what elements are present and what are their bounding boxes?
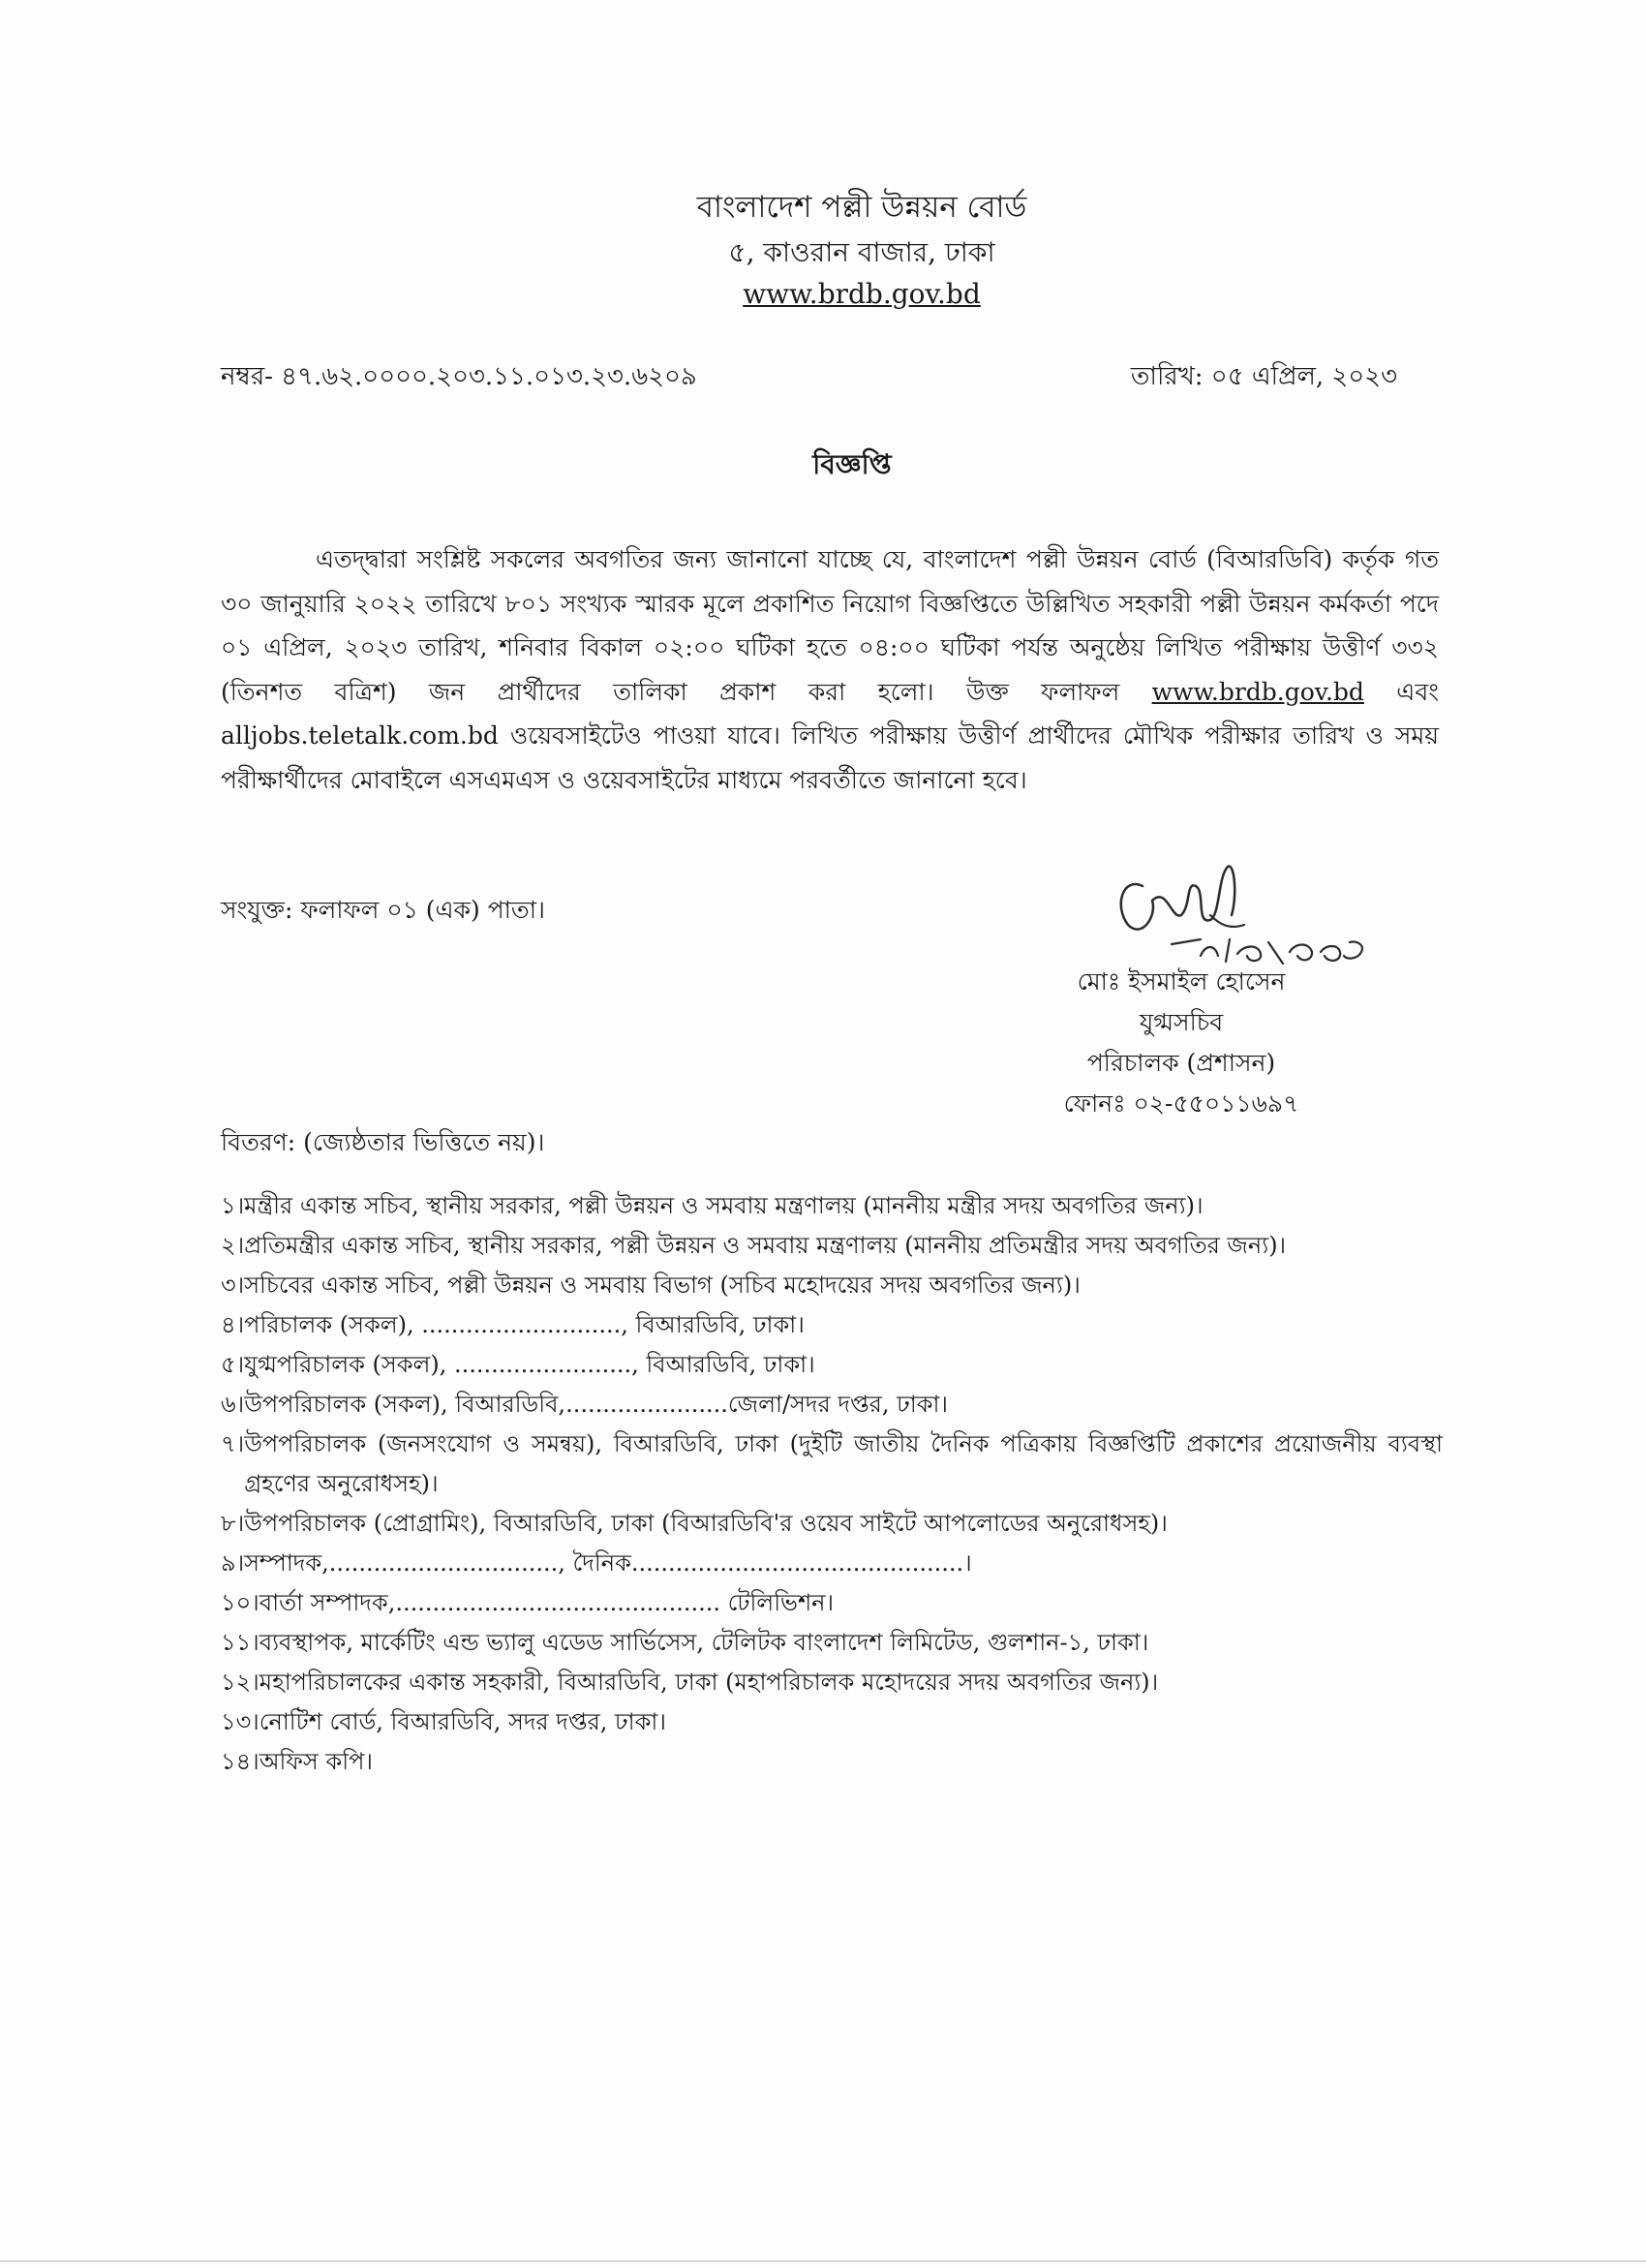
letterhead bbox=[0, 184, 1646, 314]
list-item-text: বার্তা সম্পাদক,............................................ টেলিভিশন। bbox=[259, 1589, 835, 1616]
list-item-number: ৫। bbox=[221, 1351, 245, 1378]
list-item-number: ৩। bbox=[221, 1272, 245, 1299]
org-website: www.brdb.gov.bd bbox=[743, 278, 981, 310]
signer-block bbox=[1036, 962, 1326, 1124]
list-item-number: ১। bbox=[221, 1192, 245, 1219]
list-item-number: ৭। bbox=[221, 1430, 245, 1457]
reference-line bbox=[221, 356, 1397, 399]
org-name: বাংলাদেশ পল্লী উন্নয়ন বোর্ড bbox=[696, 190, 1027, 225]
handwritten-signature bbox=[1113, 847, 1385, 973]
list-item-number: ১১। bbox=[221, 1629, 259, 1656]
body-text-part1: এতদ্দ্বারা সংশ্লিষ্ট সকলের অবগতির জন্য জানানো যাচ্ছে যে, বাংলাদেশ পল্লী উন্নয়ন বোর্ড (বিআরডিবি) কর্তৃক গত ৩০ জানুয়ারি ২০২২ তারিখে ৮০১ সংখ্যক স্মারক মূলে প্রকাশিত নিয়োগ বিজ্ঞপ্তিতে উল্লিখিত সহকারী পল্লী উন্নয়ন কর্মকর্তা পদে ০১ এপ্রিল, ২০২৩ তারিখ, শনিবার বিকাল ০২:০০ ঘটিকা হতে ০৪:০০ ঘটিকা পর্যন্ত অনুষ্ঠেয় লিখিত পরীক্ষায় উত্তীর্ণ ৩৩২ (তিনশত বত্রিশ) জন প্রার্থীদের তালিকা প্রকাশ করা হলো। উক্ত ফলাফল bbox=[221, 545, 1439, 706]
list-item-number: ১৩। bbox=[221, 1708, 259, 1735]
list-item-text: উপপরিচালক (জনসংযোগ ও সমন্বয়), বিআরডিবি, ঢাকা (দুইটি জাতীয় দৈনিক পত্রিকায় বিজ্ঞপ্তিটি প্রকাশের প্রয়োজনীয় ব্যবস্থা গ্রহণের অনুরোধসহ)। bbox=[244, 1430, 1443, 1497]
org-address: ৫, কাওরান বাজার, ঢাকা bbox=[728, 236, 995, 268]
list-item bbox=[221, 1544, 1443, 1583]
list-item-number: ৬। bbox=[221, 1391, 245, 1418]
list-item-text: ব্যবস্থাপক, মার্কেটিং এন্ড ভ্যালু এডেড সার্ভিসেস, টেলিটক বাংলাদেশ লিমিটেড, গুলশান-১, ঢাকা। bbox=[259, 1629, 1149, 1656]
list-item bbox=[221, 1385, 1443, 1425]
list-item bbox=[221, 1663, 1443, 1702]
list-item-text: উপপরিচালক (প্রোগ্রামিং), বিআরডিবি, ঢাকা (বিআরডিবি'র ওয়েব সাইটে আপলোডের অনুরোধসহ)। bbox=[244, 1510, 1168, 1537]
list-item bbox=[221, 1583, 1443, 1623]
list-item-text: অফিস কপি। bbox=[259, 1748, 373, 1775]
list-item-text: সম্পাদক,..............................., দৈনিক.............................................। bbox=[244, 1549, 972, 1577]
list-item bbox=[221, 1305, 1443, 1345]
list-item bbox=[221, 1345, 1443, 1385]
list-item-text: নোটিশ বোর্ড, বিআরডিবি, সদর দপ্তর, ঢাকা। bbox=[259, 1708, 666, 1735]
list-item bbox=[221, 1186, 1443, 1226]
list-item-text: উপপরিচালক (সকল), বিআরডিবি,......................জেলা/সদর দপ্তর, ঢাকা। bbox=[244, 1391, 948, 1418]
list-item bbox=[221, 1504, 1443, 1544]
list-item-number: ৮। bbox=[221, 1510, 245, 1537]
signer-name: মোঃ ইসমাইল হোসেন bbox=[1077, 967, 1286, 996]
list-item bbox=[221, 1266, 1443, 1305]
notice-body bbox=[221, 537, 1439, 802]
list-item bbox=[221, 1226, 1443, 1266]
list-item-text: পরিচালক (সকল), ..........................., বিআরডিবি, ঢাকা। bbox=[244, 1311, 805, 1338]
list-item-text: মহাপরিচালকের একান্ত সহকারী, বিআরডিবি, ঢাকা (মহাপরিচালক মহোদয়ের সদয় অবগতির জন্য)। bbox=[259, 1669, 1159, 1696]
list-item-text: মন্ত্রীর একান্ত সচিব, স্থানীয় সরকার, পল্লী উন্নয়ন ও সমবায় মন্ত্রণালয় (মাননীয় মন্ত্রীর সদয় অবগতির জন্য)। bbox=[244, 1192, 1204, 1219]
enclosure-note: সংযুক্ত: ফলাফল ০১ (এক) পাতা। bbox=[221, 896, 545, 924]
list-item-number: ১৪। bbox=[221, 1748, 259, 1775]
distribution-heading: বিতরণ: (জ্যেষ্ঠতার ভিত্তিতে নয়)। bbox=[221, 1128, 545, 1156]
list-item-number: ৪। bbox=[221, 1311, 245, 1338]
signer-phone: ফোনঃ ০২-৫৫০১১৬৯৭ bbox=[1063, 1089, 1299, 1118]
notice-title: বিজ্ঞপ্তি bbox=[812, 448, 892, 480]
memo-date: তারিখ: ০৫ এপ্রিল, ২০২৩ bbox=[1130, 362, 1397, 391]
list-item-number: ২। bbox=[221, 1232, 245, 1259]
list-item-number: ১২। bbox=[221, 1669, 259, 1696]
list-item-number: ৯। bbox=[221, 1549, 245, 1577]
list-item-text: যুগ্মপরিচালক (সকল), ........................, বিআরডিবি, ঢাকা। bbox=[244, 1351, 815, 1378]
list-item-text: সচিবের একান্ত সচিব, পল্লী উন্নয়ন ও সমবায় বিভাগ (সচিব মহোদয়ের সদয় অবগতির জন্য)। bbox=[244, 1272, 1081, 1299]
list-item bbox=[221, 1742, 1443, 1782]
list-item bbox=[221, 1623, 1443, 1663]
body-text-part2: এবং alljobs.teletalk.com.bd ওয়েবসাইটেও পাওয়া যাবে। লিখিত পরীক্ষায় উত্তীর্ণ প্রার্থীদের মৌখিক পরীক্ষার তারিখ ও সময় পরীক্ষার্থীদের মোবাইলে এসএমএস ও ওয়েবসাইটের মাধ্যমে পরবর্তীতে জানানো হবে। bbox=[221, 677, 1440, 794]
list-item bbox=[221, 1425, 1443, 1504]
memo-number: নম্বর- ৪৭.৬২.০০০০.২০৩.১১.০১৩.২৩.৬২০৯ bbox=[221, 362, 697, 391]
list-item-number: ১০। bbox=[221, 1589, 259, 1616]
body-link-brdb: www.brdb.gov.bd bbox=[1151, 677, 1364, 706]
scan-edge-line bbox=[0, 2260, 1646, 2262]
list-item-text: প্রতিমন্ত্রীর একান্ত সচিব, স্থানীয় সরকার, পল্লী উন্নয়ন ও সমবায় মন্ত্রণালয় (মাননীয় প্রতিমন্ত্রীর সদয় অবগতির জন্য)। bbox=[244, 1232, 1287, 1259]
signer-role: পরিচালক (প্রশাসন) bbox=[1086, 1049, 1276, 1077]
signer-designation: যুগ্মসচিব bbox=[1139, 1008, 1224, 1036]
list-item bbox=[221, 1702, 1443, 1742]
distribution-list bbox=[221, 1186, 1443, 1782]
